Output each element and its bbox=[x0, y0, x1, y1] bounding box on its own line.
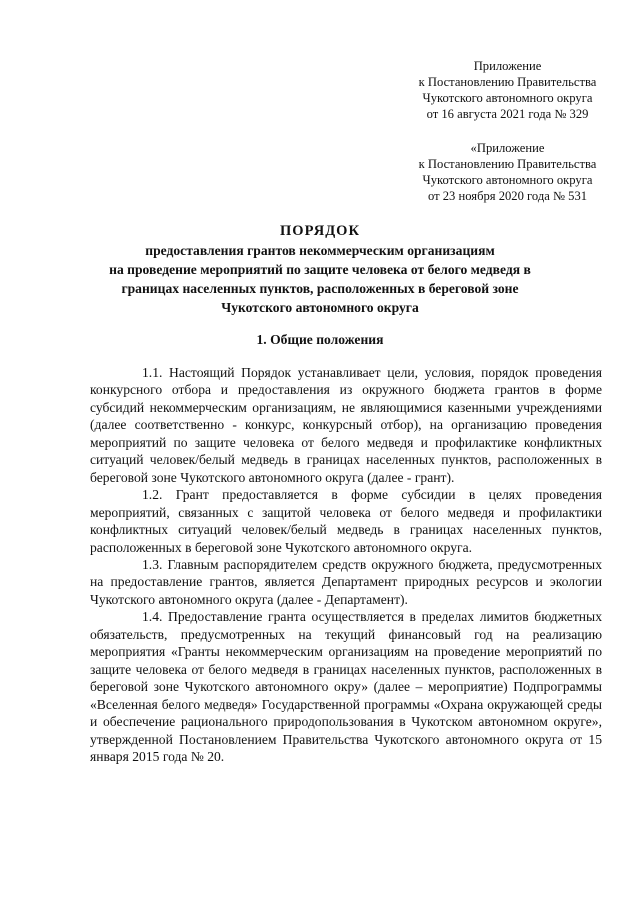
appendix-previous-line-3: Чукотского автономного округа bbox=[422, 173, 593, 187]
title-line-3: границах населенных пунктов, расположенных в береговой зоне bbox=[121, 281, 519, 296]
section-heading: 1. Общие положения bbox=[256, 332, 384, 347]
paragraph-1-1: 1.1. Настоящий Порядок устанавливает цели, условия, порядок проведения конкурсного отбора и предоставления из окружного бюджета грантов в форме субсидий некоммерческим организациям, не являющимися казенными учреждениями (далее соответственно - конкурс, конкурсный отбор), на организацию проведения мероприятий по защите человека от белого медведя и профилактике конфликтных ситуаций человек/белый медведь в границах населенных пунктов, расположенных в береговой зоне Чукотского автономного округа (далее - грант). bbox=[90, 365, 602, 485]
title-line-4: Чукотского автономного округа bbox=[221, 300, 419, 315]
paragraph-1-3: 1.3. Главным распорядителем средств окружного бюджета, предусмотренных на предоставление грантов, является Департамент природных ресурсов и экологии Чукотского автономного округа (далее - Департамент). bbox=[90, 556, 602, 607]
appendix-previous-line-2: к Постановлению Правительства bbox=[418, 157, 597, 171]
document-title bbox=[80, 222, 560, 317]
appendix-current bbox=[400, 58, 615, 122]
appendix-previous-line-4: от 23 ноября 2020 года № 531 bbox=[427, 189, 588, 203]
title-main: ПОРЯДОК bbox=[280, 223, 360, 239]
appendix-current-line-2: к Постановлению Правительства bbox=[418, 75, 597, 89]
title-line-1: предоставления грантов некоммерческим организациям bbox=[145, 243, 495, 258]
appendix-previous-line-1: «Приложение bbox=[470, 141, 545, 155]
appendix-previous bbox=[400, 140, 615, 204]
paragraph-1-4: 1.4. Предоставление гранта осуществляется в пределах лимитов бюджетных обязательств, предусмотренных на текущий финансовый год на реализацию мероприятия «Гранты некоммерческим организациям на проведение мероприятий по защите человека от белого медведя в границах населенных пунктов, расположенных в береговой зоне Чукотского автономного окру» (далее – мероприятие) Подпрограммы «Вселенная белого медведя» Государственной программы «Охрана окружающей среды и обеспечение рационального природопользования в Чукотском автономном округе», утвержденной Постановлением Правительства Чукотского автономного округа от 15 января 2015 года № 20. bbox=[90, 609, 602, 764]
paragraph-1-2: 1.2. Грант предоставляется в форме субсидии в целях проведения мероприятий, связанных с защитой человека от белого медведя и профилактики конфликтных ситуаций человек/белый медведь в границах населенных пунктов, расположенных в береговой зоне Чукотского автономного округа. bbox=[90, 487, 602, 555]
appendix-current-line-4: от 16 августа 2021 года № 329 bbox=[426, 107, 589, 121]
title-line-2: на проведение мероприятий по защите человека от белого медведя в bbox=[109, 262, 531, 277]
appendix-current-line-3: Чукотского автономного округа bbox=[422, 91, 593, 105]
appendix-current-line-1: Приложение bbox=[473, 59, 542, 73]
document-body bbox=[90, 364, 602, 765]
